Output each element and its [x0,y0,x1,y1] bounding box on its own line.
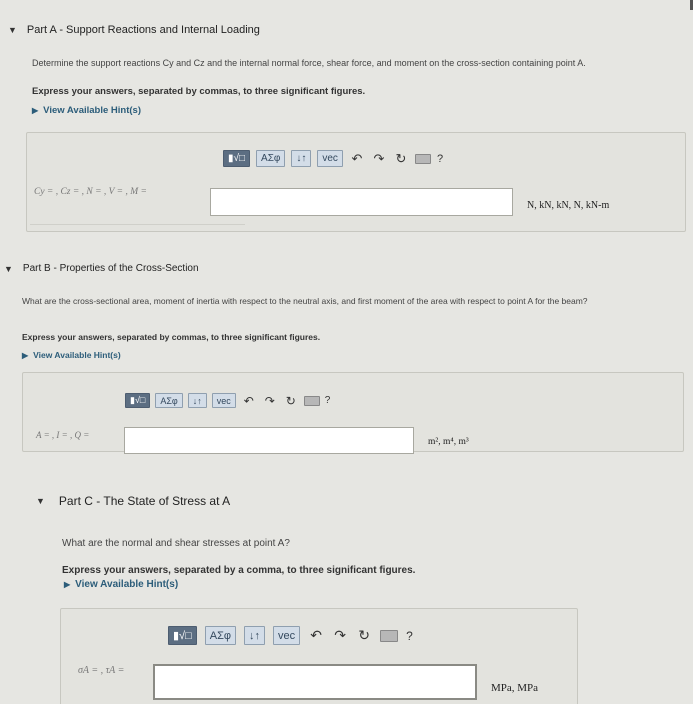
templates-button[interactable]: ▮√□ [168,626,197,645]
vector-button[interactable]: vec [317,150,343,167]
arrows-button[interactable]: ↓↑ [188,393,207,408]
reset-icon[interactable]: ↻ [395,150,407,166]
part-c-units: MPa, MPa [491,682,539,694]
part-a-question: Determine the support reactions Cy and Cz and the internal normal force, shear force, and moment on the cross-section containing point A. [32,58,586,68]
expand-triangle-icon: ▶ [22,350,29,360]
arrows-button[interactable]: ↓↑ [291,150,311,167]
templates-button[interactable]: ▮√□ [125,393,150,408]
help-icon[interactable]: ? [324,395,331,406]
help-icon[interactable]: ? [436,152,444,165]
expand-triangle-icon: ▶ [64,580,71,589]
undo-icon[interactable]: ↶ [243,393,254,408]
part-c-equation-toolbar [168,626,413,645]
part-c-question: What are the normal and shear stresses at point A? [62,538,290,549]
part-a-equation-toolbar [223,150,443,167]
redo-icon[interactable]: ↷ [373,150,385,166]
part-b-header[interactable] [4,263,199,274]
part-a-units: N, kN, kN, N, kN-m [527,200,610,211]
collapse-caret-icon[interactable]: ▼ [4,263,13,274]
part-b-title: Part B - Properties of the Cross-Section [22,263,199,274]
part-b-equation-toolbar [125,393,330,408]
redo-icon[interactable]: ↷ [334,627,346,643]
arrows-button[interactable]: ↓↑ [244,626,265,645]
part-b-question: What are the cross-sectional area, moment of inertia with respect to the neutral axis, and first moment of the area with respect to point A for the beam? [22,296,588,306]
collapse-caret-icon[interactable]: ▼ [8,25,17,35]
part-c-hint-link[interactable] [64,579,178,590]
part-a-answer-box [26,132,686,232]
part-b-variable-label: A = , I = , Q = [36,430,90,440]
part-c-header[interactable] [36,494,230,508]
reset-icon[interactable]: ↻ [285,393,296,408]
part-c-variable-label: σA = , τA = [78,665,125,676]
part-b-hint-label: View Available Hint(s) [33,350,121,360]
part-b-answer-input[interactable] [124,427,414,454]
undo-icon[interactable]: ↶ [310,627,322,643]
help-icon[interactable]: ? [406,628,413,643]
part-a-instructions: Express your answers, separated by commas, to three significant figures. [32,86,366,97]
greek-symbols-button[interactable]: ΑΣφ [155,393,182,408]
collapse-caret-icon[interactable]: ▼ [36,496,45,506]
part-a-hint-link[interactable] [32,105,141,116]
greek-symbols-button[interactable]: ΑΣφ [205,626,236,645]
part-a-answer-input[interactable] [210,188,513,216]
redo-icon[interactable]: ↷ [264,393,275,408]
part-a-title: Part A - Support Reactions and Internal Loading [26,24,260,36]
vector-button[interactable]: vec [212,393,236,408]
part-a-variable-label: Cy = , Cz = , N = , V = , M = [34,187,147,197]
part-a-divider [30,224,245,225]
part-a-header[interactable] [8,24,260,36]
undo-icon[interactable]: ↶ [351,150,363,166]
reset-icon[interactable]: ↻ [358,627,370,643]
part-b-instructions: Express your answers, separated by commas, to three significant figures. [22,332,321,342]
part-c-hint-label: View Available Hint(s) [75,579,179,590]
keyboard-icon[interactable] [304,396,320,406]
part-c-instructions: Express your answers, separated by a comma, to three significant figures. [62,565,416,576]
keyboard-icon[interactable] [415,154,431,164]
part-a-hint-label: View Available Hint(s) [43,105,141,116]
part-c-answer-input[interactable] [153,664,477,700]
greek-symbols-button[interactable]: ΑΣφ [256,150,285,167]
part-b-units: m², m⁴, m³ [428,437,469,447]
keyboard-icon[interactable] [380,630,398,642]
part-b-hint-link[interactable] [22,350,121,360]
vector-button[interactable]: vec [273,626,300,645]
templates-button[interactable]: ▮√□ [223,150,250,167]
expand-triangle-icon: ▶ [32,106,39,115]
part-c-title: Part C - The State of Stress at A [58,494,231,508]
